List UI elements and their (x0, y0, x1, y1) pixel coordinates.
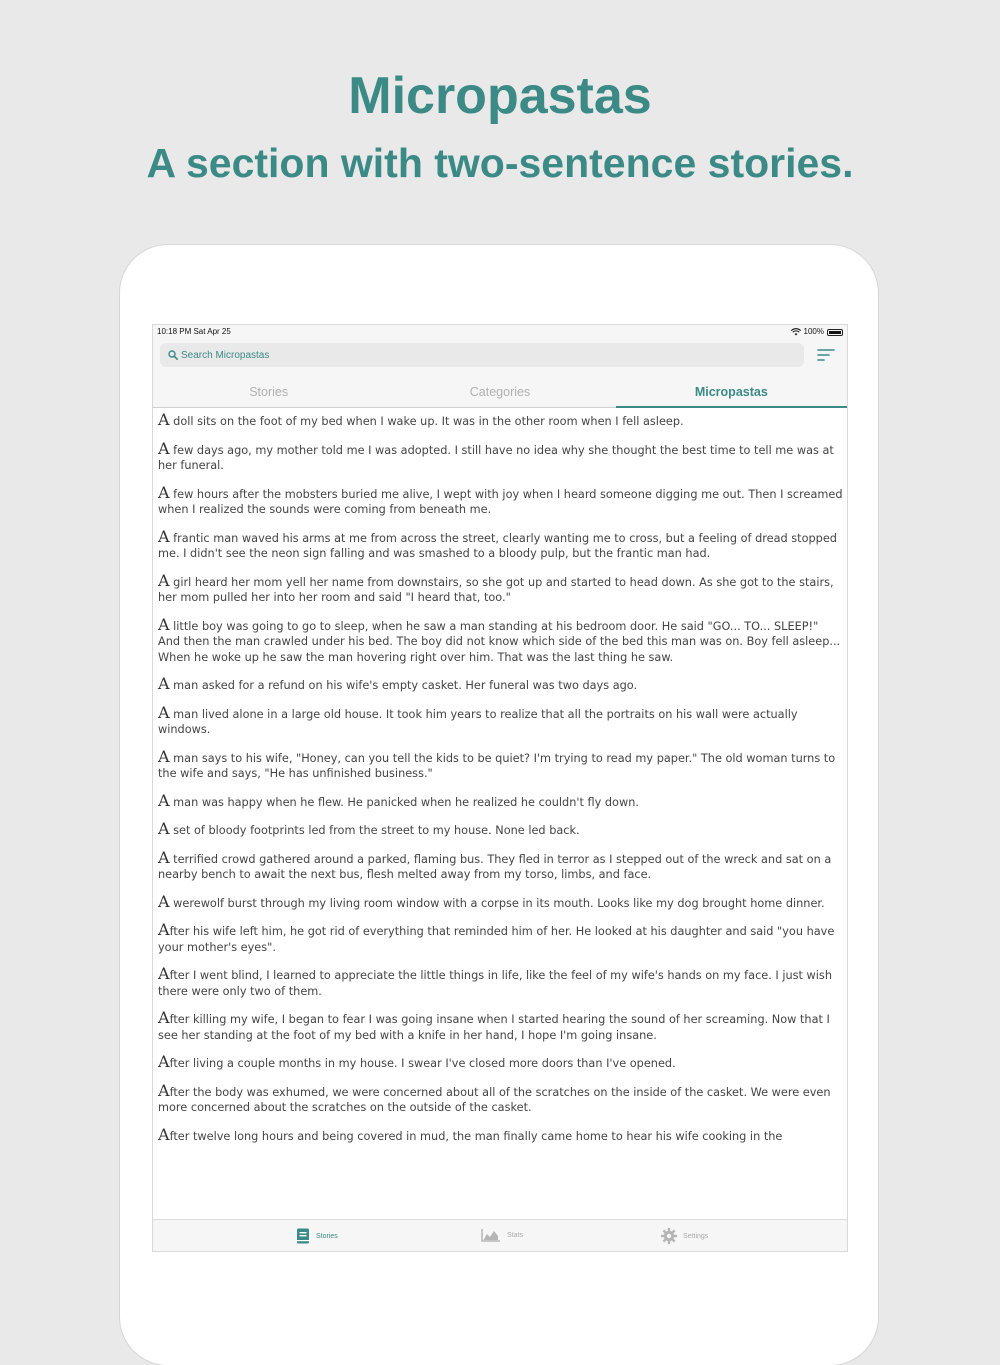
story-initial: A (158, 746, 170, 766)
story-text: fter his wife left him, he got rid of everything that reminded him of her. He looked at his daughter and said "you have your mother's eyes". (158, 925, 835, 954)
story-item[interactable] (153, 890, 847, 919)
story-initial: A (158, 410, 170, 429)
status-bar (153, 325, 847, 339)
story-text: set of bloody footprints led from the street to my house. None led back. (169, 824, 580, 837)
search-input[interactable] (181, 350, 781, 361)
tabbar-item-stats[interactable] (481, 1228, 523, 1242)
tabbar-item-settings[interactable] (661, 1228, 708, 1244)
story-text: doll sits on the foot of my bed when I wake up. It was in the other room when I fell asleep. (169, 415, 684, 428)
story-text: terrified crowd gathered around a parked, flaming bus. They fled in terror as I stepped out of the wreck and sat on a nearby bench to await the next bus, flesh melted away from my torso, limbs, and face. (158, 852, 832, 881)
chart-icon (481, 1228, 501, 1242)
story-initial: A (158, 438, 170, 458)
story-item[interactable] (153, 745, 847, 789)
story-item[interactable] (153, 918, 847, 962)
story-item[interactable] (153, 1123, 847, 1152)
story-item[interactable] (153, 672, 847, 701)
story-item[interactable] (153, 701, 847, 745)
battery-percent: 100% (803, 327, 824, 336)
story-initial: A (158, 847, 170, 867)
status-time: 10:18 PM Sat Apr 25 (157, 327, 231, 336)
story-item[interactable] (153, 437, 847, 481)
story-initial: A (158, 1124, 170, 1144)
gear-icon (661, 1228, 677, 1244)
story-initial: A (158, 570, 170, 590)
wifi-icon (791, 328, 801, 336)
tab-bar (153, 1219, 847, 1251)
story-item[interactable] (153, 817, 847, 846)
story-initial: A (158, 526, 170, 546)
story-initial: A (158, 674, 170, 693)
story-item[interactable] (153, 962, 847, 1006)
story-initial: A (158, 920, 170, 939)
story-text: fter twelve long hours and being covered in mud, the man finally came home to hear his wife cooking in the (169, 1129, 783, 1143)
book-icon (296, 1228, 310, 1244)
tab-stories[interactable]: Stories (249, 385, 289, 399)
story-initial: A (158, 482, 170, 502)
story-item[interactable] (153, 846, 847, 890)
sort-icon[interactable] (817, 348, 835, 362)
tab-categories[interactable]: Categories (469, 385, 531, 399)
story-item[interactable] (153, 569, 847, 613)
story-text: fter the body was exhumed, we were concerned about all of the scratches on the inside of the casket. We were even more concerned about the scratches on the outside of the casket. (158, 1085, 831, 1114)
story-item[interactable] (153, 408, 847, 437)
story-initial: A (158, 819, 170, 838)
story-item[interactable] (153, 1079, 847, 1123)
story-text: man was happy when he flew. He panicked when he realized he couldn't fly down. (169, 795, 639, 809)
battery-icon (827, 329, 843, 336)
segment-tabs (153, 378, 847, 408)
promo-subtitle: A section with two-sentence stories. (146, 140, 854, 186)
story-list[interactable] (153, 408, 847, 1221)
header (153, 339, 847, 408)
story-initial: A (158, 964, 170, 983)
story-text: fter living a couple months in my house. I swear I've closed more doors than I've opened. (169, 1057, 676, 1070)
story-text: girl heard her mom yell her name from downstairs, so she got up and started to head down. As she got to the stairs, her mom pulled her into her room and said "I heard that, too." (158, 575, 834, 604)
search-icon (168, 350, 178, 360)
story-initial: A (158, 1008, 170, 1027)
story-text: few days ago, my mother told me I was adopted. I still have no idea why she thought the best time to tell me was at her funeral. (158, 443, 834, 472)
story-text: little boy was going to go to sleep, when he saw a man standing at his bedroom door. He said "GO... TO... SLEEP!" And then the man crawled under his bed. The boy did not know which side of the bed this man was on. Boy fell asleep... When he woke up he saw the man hovering right over him. That was the last thing he saw. (158, 619, 841, 664)
story-initial: A (158, 1080, 170, 1100)
story-initial: A (158, 1052, 170, 1071)
story-text: few hours after the mobsters buried me alive, I wept with joy when I heard someone digging me out. Then I screamed when I realized the sounds were coming from beneath me. (158, 487, 843, 516)
story-item[interactable] (153, 525, 847, 569)
tabbar-item-stories[interactable] (296, 1228, 338, 1244)
story-item[interactable] (153, 613, 847, 673)
story-item[interactable] (153, 789, 847, 818)
story-item[interactable] (153, 481, 847, 525)
status-indicators (791, 325, 843, 339)
tab-micropastas[interactable]: Micropastas (616, 378, 847, 407)
search-bar[interactable] (160, 343, 804, 367)
story-text: man says to his wife, "Honey, can you tell the kids to be quiet? I'm trying to read my paper." The old woman turns to the wife and says, "He has unfinished business." (158, 751, 836, 780)
story-item[interactable] (153, 1006, 847, 1050)
tabbar-label: Settings (683, 1232, 709, 1240)
tabbar-label: Stats (507, 1231, 523, 1239)
story-text: man asked for a refund on his wife's empty casket. Her funeral was two days ago. (169, 679, 638, 692)
story-text: man lived alone in a large old house. It took him years to realize that all the portraits on his wall were actually windows. (158, 707, 798, 736)
story-initial: A (158, 790, 170, 810)
story-text: frantic man waved his arms at me from across the street, clearly wanting me to cross, but a feeling of dread stopped me. I didn't see the neon sign falling and was smashed to a bloody pulp, but the frantic man had. (158, 531, 837, 560)
story-text: fter I went blind, I learned to appreciate the little things in life, like the feel of my wife's hands on my face. I just wish there were only two of them. (158, 969, 832, 998)
story-initial: A (158, 891, 170, 911)
story-initial: A (158, 614, 170, 634)
story-text: fter killing my wife, I began to fear I was going insane when I started hearing the sound of her screaming. Now that I see her standing at the foot of my bed with a knife in her hand, I hope I'm going insane. (158, 1013, 830, 1042)
app-screen (152, 324, 848, 1252)
story-text: werewolf burst through my living room window with a corpse in its mouth. Looks like my dog brought home dinner. (169, 896, 825, 910)
story-initial: A (158, 702, 170, 722)
story-item[interactable] (153, 1050, 847, 1079)
promo-title: Micropastas (348, 67, 652, 125)
tabbar-label: Stories (316, 1232, 338, 1240)
